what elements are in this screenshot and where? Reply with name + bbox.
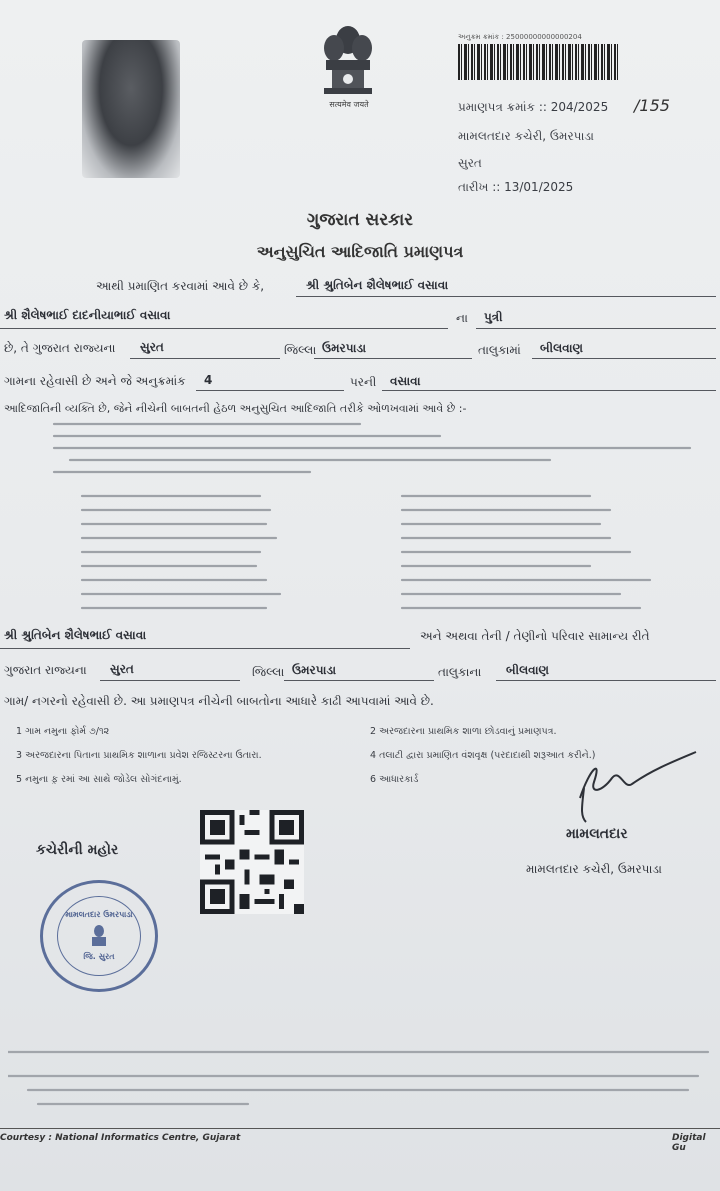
applicant-photo — [82, 40, 180, 178]
signatory-office: મામલતદાર કચેરી, ઉમરપાડા — [526, 862, 662, 876]
issue-date: તારીખ :: 13/01/2025 — [458, 180, 574, 194]
document-item: 1 ગામ નમુના ફોર્મ ૭/૧૨ — [16, 726, 110, 737]
taluka-label: તાલુકામાં — [478, 343, 521, 357]
underline — [100, 680, 240, 681]
government-title: ગુજરાત સરકાર — [306, 210, 414, 230]
certificate-title: અનુસુચિત આદિજાતિ પ્રમાણપત્ર — [256, 242, 464, 261]
seal-inner-ring — [57, 896, 141, 976]
underline — [382, 390, 716, 391]
signatory-title: મામલતદાર — [566, 826, 628, 842]
resident-statement: ગામ/ નગરનો રહેવાસી છે. આ પ્રમાણપત્ર નીચેની બાબતોના આધારે કાઢી આપવામાં આવે છે. — [4, 694, 434, 708]
issuing-district: સુરત — [458, 156, 482, 170]
father-name: શ્રી શૈલેષભાઈ દાદનીયાભાઈ વસાવા — [4, 308, 171, 322]
document-item: 2 અરજદારના પ્રાથમિક શાળા છોડવાનું પ્રમાણપત્ર. — [370, 726, 557, 737]
taluka-value: બીલવાણ — [540, 341, 584, 355]
family-statement: અને અથવા તેની / તેણીનો પરિવાર સામાન્ય રીતે — [420, 629, 650, 643]
seal-text-block — [65, 910, 132, 962]
certificate-number-handwritten: /155 — [634, 96, 670, 115]
taluka-value-2: બીલવાણ — [506, 663, 550, 677]
barcode — [458, 44, 618, 80]
underline — [496, 680, 716, 681]
document-item: 3 અરજદારના પિતાના પ્રાથમિક શાળાના પ્રવેશ રજિસ્ટરના ઉતારા. — [16, 750, 262, 761]
tribe-statement: આદિજાતિની વ્યક્તિ છે, જેને નીચેની બાબતની હેઠળ અનુસુચિત આદિજાતિ તરીકે ઓળખવામાં આવે છે :- — [4, 402, 467, 415]
caste-label: પરની — [350, 375, 377, 389]
underline — [0, 648, 410, 649]
village-prefix: ગામના રહેવાસી છે અને જે અનુક્રમાંક — [4, 374, 186, 388]
taluka-label-2: તાલુકાના — [438, 665, 482, 679]
underline — [314, 358, 472, 359]
serial-value: 4 — [204, 373, 213, 387]
document-item: 6 આધારકાર્ડ — [370, 774, 419, 785]
state-value: સુરત — [140, 340, 164, 354]
caste-value: વસાવા — [390, 374, 421, 388]
district-value-2: ઉમરપાડા — [292, 663, 337, 677]
state-prefix: છે, તે ગુજરાત રાજ્યના — [4, 341, 116, 355]
underline — [532, 358, 716, 359]
underline — [130, 358, 280, 359]
relation-prefix: ના — [456, 311, 468, 325]
footer-right-text: Digital Gu — [672, 1133, 706, 1153]
certificate-number: પ્રમાણપત્ર ક્રમાંક :: 204/2025 — [458, 100, 609, 114]
district-label: જિલ્લા — [284, 343, 317, 357]
officer-signature — [572, 748, 702, 824]
seal-text-top: મામલતદાર ઉમરપાડા — [65, 910, 133, 919]
legal-reference-fineprint — [30, 418, 710, 618]
footnote-fineprint — [8, 1046, 712, 1116]
underline — [476, 328, 716, 329]
applicant-name-repeat: શ્રી શ્રુતિબેન શૈલેષભાઈ વસાવા — [4, 628, 147, 642]
document-item: 4 તલાટી દ્વારા પ્રમાણિત વંશવૃક્ષ (પરદાદાથી શરૂઆત કરીને.) — [370, 750, 596, 761]
state-value-2: સુરત — [110, 662, 134, 676]
underline — [0, 328, 448, 329]
issuing-office: મામલતદાર કચેરી, ઉમરપાડા — [458, 129, 594, 143]
office-seal — [40, 880, 158, 992]
document-item: 5 નમુના ફ઼ રમાં આ સાથે જોડેલ સોગંદનામું. — [16, 774, 182, 785]
seal-label: કચેરીની મહોર — [36, 842, 119, 858]
qr-code — [200, 810, 304, 914]
footer-divider — [0, 1128, 720, 1129]
intro-text: આથી પ્રમાણિત કરવામાં આવે છે કે, — [96, 279, 265, 293]
underline — [196, 390, 344, 391]
emblem-motto: सत्यमेव जयते — [329, 100, 369, 109]
footer-courtesy: Courtesy : National Informatics Centre, Gujarat — [0, 1133, 241, 1143]
underline — [284, 680, 434, 681]
district-label-2: જિલ્લા — [252, 665, 285, 679]
relation-value: પુત્રી — [484, 310, 503, 324]
seal-text-bottom: જિ. સુરત — [83, 952, 115, 961]
underline — [296, 296, 716, 297]
serial-number: અનુક્રમ ક્રમાંક : 25000000000000204 — [458, 33, 582, 41]
applicant-name: શ્રી શ્રુતિબેન શૈલેષભાઈ વસાવા — [306, 278, 449, 292]
seal-emblem-icon — [87, 923, 111, 949]
district-value: ઉમરપાડા — [322, 341, 367, 355]
state-prefix-2: ગુજરાત રાજ્યના — [4, 663, 87, 677]
